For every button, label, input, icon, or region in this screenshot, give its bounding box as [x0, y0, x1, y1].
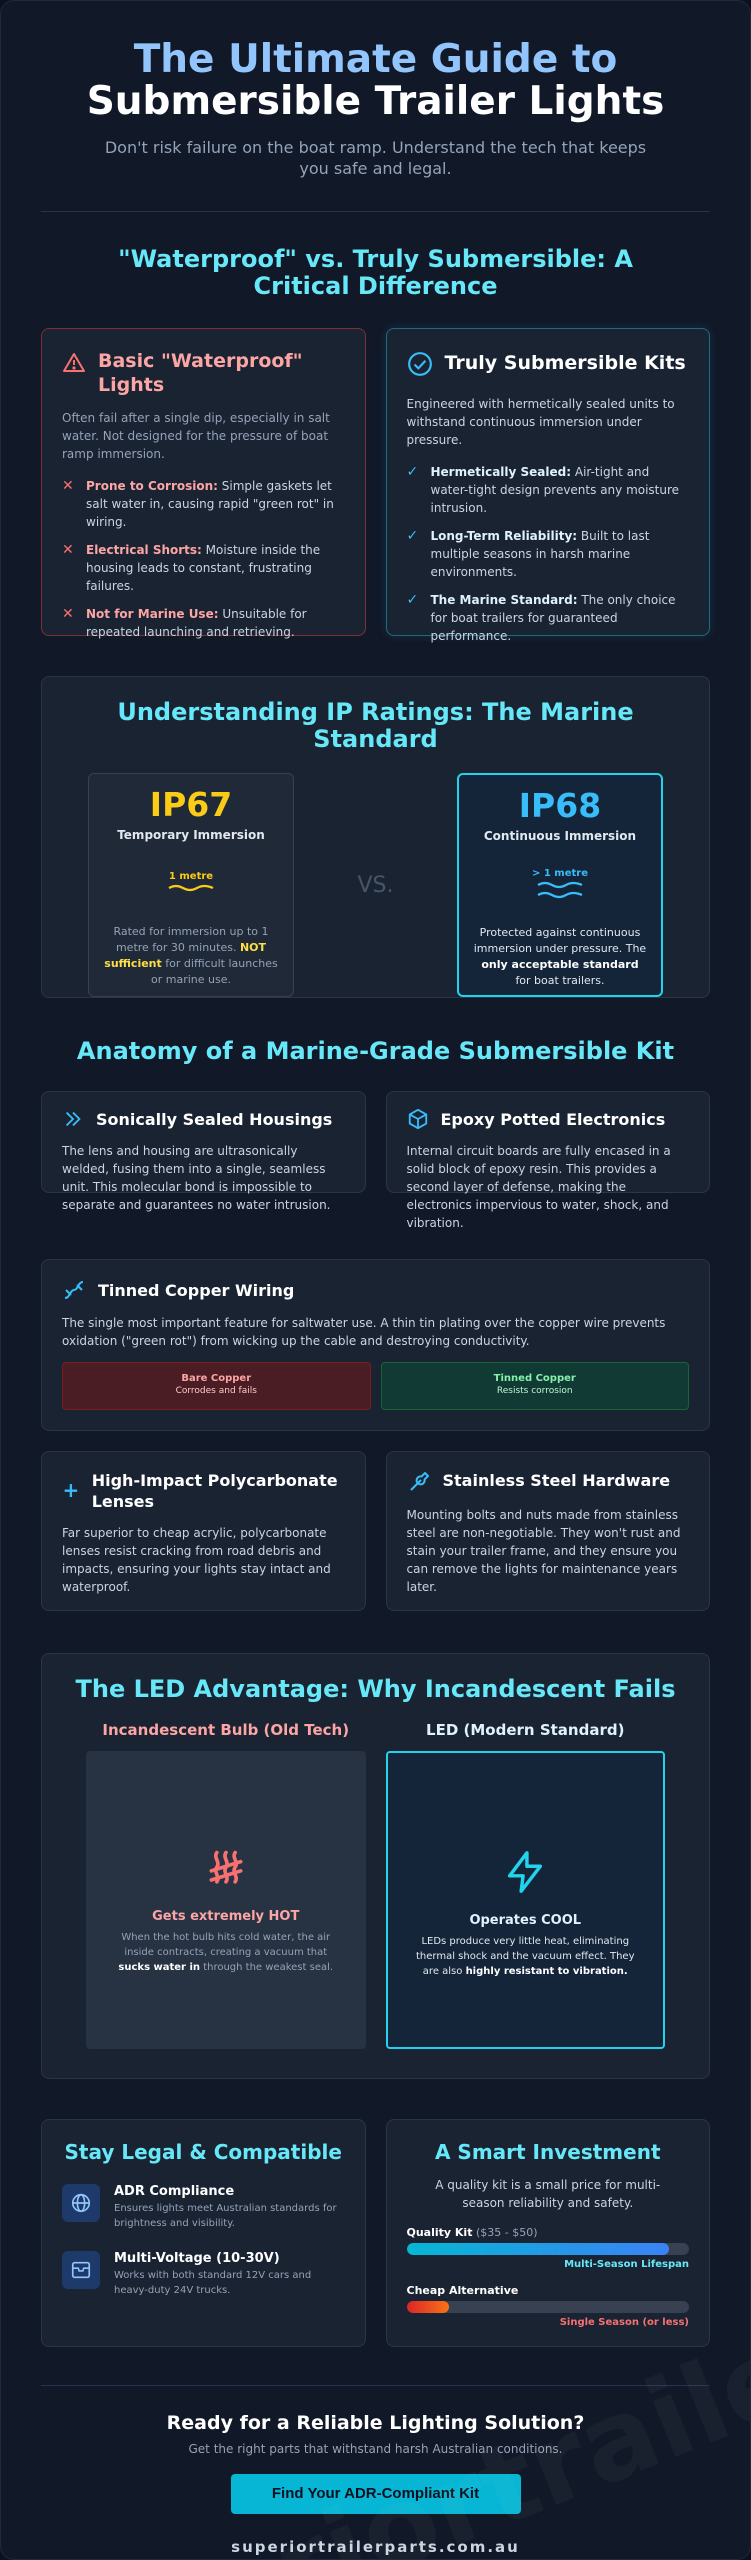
cheap-alt-label: Cheap Alternative	[406, 2284, 519, 2297]
x-icon: ✕	[62, 606, 74, 622]
ip68-code: IP68	[518, 786, 602, 825]
tinned-copper-title: Tinned Copper	[493, 1373, 576, 1384]
led-header: LED (Modern Standard)	[426, 1721, 625, 1739]
cta-subtitle: Get the right parts that withstand harsh Australian conditions.	[188, 2442, 563, 2456]
incandescent-box-title: Gets extremely HOT	[152, 1909, 300, 1924]
anatomy-section-title: Anatomy of a Marine-Grade Submersible Kit	[76, 1037, 675, 1065]
copper-card-text: The single most important feature for saltwater use. A thin tin plating over the copper wire prevents oxidation ("green rot") from wicking up the cable and destroying conductivity.	[62, 1316, 666, 1348]
voltage-box-icon	[62, 2251, 100, 2289]
quality-caption: Multi-Season Lifespan	[564, 2259, 689, 2270]
list-item	[62, 2184, 345, 2231]
tinned-copper-box	[381, 1362, 690, 1410]
x-icon: ✕	[62, 542, 74, 558]
quality-kit-label: Quality Kit ($35 - $50)	[406, 2226, 538, 2239]
led-box-title: Operates COOL	[469, 1913, 582, 1928]
heat-icon	[204, 1847, 248, 1891]
anatomy-row-3	[41, 1451, 710, 1611]
cta-title: Ready for a Reliable Lighting Solution?	[166, 2412, 585, 2434]
waterproof-comparison	[41, 328, 710, 643]
check-icon: ✓	[406, 464, 419, 480]
basic-card-intro: Often fail after a single dip, especially in salt water. Not designed for the pressure of boat ramp immersion.	[62, 411, 330, 461]
epoxy-card-text: Internal circuit boards are fully encased in a solid block of epoxy resin. This provides a second layer of defense, making the electronics impervious to water, shock, and vibration.	[406, 1144, 671, 1230]
stainless-hardware-card	[386, 1451, 711, 1611]
deep-water-icon	[473, 853, 647, 917]
epoxy-card	[386, 1091, 711, 1230]
ip67-description: Rated for immersion up to 1 metre for 30 minutes. NOT sufficient for difficult launches or marine use.	[104, 925, 278, 986]
check-icon: ✓	[406, 528, 419, 544]
cheap-bar-fill	[407, 2301, 449, 2313]
divider	[41, 211, 710, 212]
legal-card-title: Stay Legal & Compatible	[64, 2140, 342, 2164]
led-column	[386, 1721, 666, 2049]
led-section	[41, 1653, 710, 2079]
incandescent-box	[86, 1751, 366, 2049]
steel-card-text: Mounting bolts and nuts made from stainless steel are non-negotiable. They won't rust and stain your trailer frame, and they ensure you can remove the lights for maintenance years later.	[406, 1508, 681, 1594]
page-title	[1, 39, 750, 123]
ip67-subtitle: Temporary Immersion	[117, 828, 265, 842]
led-description: LEDs produce very little heat, eliminating thermal shock and the vacuum effect. They are also highly resistant to vibration.	[415, 1936, 635, 1977]
ip-ratings-section	[41, 676, 710, 998]
hero	[1, 1, 750, 179]
cheap-caption: Single Season (or less)	[559, 2317, 689, 2328]
ip-section-title: Understanding IP Ratings: The Marine Standard	[117, 698, 634, 753]
polycarbonate-card	[41, 1451, 366, 1611]
waterproof-section-title: "Waterproof" vs. Truly Submersible: A Critical Difference	[118, 245, 633, 300]
list-item: ✕ Not for Marine Use: Unsuitable for repeated launching and retrieving.	[62, 606, 307, 639]
site-domain: superiortrailerparts.com.au	[231, 2538, 520, 2556]
sonic-card-title: Sonically Sealed Housings	[62, 1108, 345, 1130]
submersible-card-intro: Engineered with hermetically sealed units to withstand continuous immersion under pressure.	[406, 397, 675, 447]
adr-title: ADR Compliance	[114, 2184, 235, 2199]
copper-card-title: Tinned Copper Wiring	[62, 1278, 689, 1302]
submersible-card-title: Truly Submersible Kits	[444, 352, 686, 374]
x-icon: ✕	[62, 478, 74, 494]
epoxy-card-title: Epoxy Potted Electronics	[407, 1108, 690, 1130]
basic-risk-list	[62, 477, 345, 641]
anatomy-row-1	[41, 1091, 710, 1230]
plus-icon: +	[62, 1478, 80, 1502]
cheap-lifespan-bar	[407, 2301, 690, 2313]
list-item: ✕ Electrical Shorts: Moisture inside the housing leads to constant, frustrating failures.	[62, 542, 321, 593]
wire-icon	[62, 1278, 86, 1302]
list-item: ✓ Hermetically Sealed: Air-tight and water-tight design prevents any moisture intrusion.	[406, 464, 680, 515]
lens-card-title: + High-Impact Polycarbonate Lenses	[62, 1471, 338, 1511]
warning-triangle-icon	[62, 351, 86, 375]
incandescent-header: Incandescent Bulb (Old Tech)	[102, 1721, 350, 1739]
copper-comparison	[62, 1362, 689, 1410]
bottom-row	[41, 2119, 710, 2347]
versus-label: VS.	[357, 872, 394, 898]
investment-card-title: A Smart Investment	[434, 2140, 661, 2164]
investment-card	[386, 2119, 711, 2347]
ip67-code: IP67	[149, 785, 233, 824]
title-line-1: The Ultimate Guide to	[133, 37, 618, 82]
adr-desc: Ensures lights meet Australian standards for brightness and visibility.	[114, 2203, 337, 2229]
led-box	[386, 1751, 666, 2049]
title-line-2: Submersible Trailer Lights	[86, 79, 665, 124]
sonic-housing-card	[41, 1091, 366, 1212]
legal-card	[41, 2119, 366, 2347]
ip67-card	[88, 773, 294, 997]
basic-card-title: Basic "Waterproof" Lights	[98, 350, 303, 396]
steel-card-title: Stainless Steel Hardware	[407, 1470, 690, 1494]
svg-text:> 1 metre: > 1 metre	[531, 868, 588, 879]
shallow-water-icon	[103, 852, 279, 916]
double-chevron-icon	[62, 1108, 84, 1130]
tinned-copper-card	[41, 1259, 710, 1431]
quality-lifespan-bar	[407, 2243, 690, 2255]
sonic-card-text: The lens and housing are ultrasonically welded, fusing them into a single, seamless unit. This molecular bond is impossible to separate and guarantees no water intrusion.	[62, 1144, 331, 1212]
quality-bar-fill	[407, 2243, 670, 2255]
led-section-title: The LED Advantage: Why Incandescent Fails	[75, 1675, 676, 1703]
bare-copper-title: Bare Copper	[181, 1373, 252, 1384]
lens-card-text: Far superior to cheap acrylic, polycarbonate lenses resist cracking from road debris and impacts, ensuring your lights stay intact and waterproof.	[62, 1526, 331, 1594]
ip68-subtitle: Continuous Immersion	[483, 829, 637, 843]
submersible-benefit-list	[407, 463, 690, 645]
basic-waterproof-card	[41, 328, 366, 639]
incandescent-column	[86, 1721, 366, 2049]
check-circle-icon	[407, 351, 433, 377]
investment-intro: A quality kit is a small price for multi-season reliability and safety.	[435, 2178, 661, 2210]
divider	[41, 2385, 710, 2386]
check-icon: ✓	[406, 592, 419, 608]
list-item: ✓ The Marine Standard: The only choice for boat trailers for guaranteed performance.	[406, 592, 676, 643]
lightning-bolt-icon	[502, 1849, 548, 1895]
voltage-desc: Works with both standard 12V cars and heavy-duty 24V trucks.	[114, 2270, 312, 2296]
tinned-copper-sub: Resists corrosion	[496, 1386, 573, 1396]
bare-copper-sub: Corrodes and fails	[175, 1386, 257, 1396]
voltage-title: Multi-Voltage (10-30V)	[114, 2251, 280, 2266]
find-kit-button[interactable]: Find Your ADR-Compliant Kit	[231, 2474, 521, 2514]
submersible-card	[386, 328, 711, 643]
ip68-description: Protected against continuous immersion under pressure. The only acceptable standard for boat trailers.	[473, 926, 647, 987]
list-item: ✓ Long-Term Reliability: Built to last multiple seasons in harsh marine environments.	[406, 528, 650, 579]
list-item: ✕ Prone to Corrosion: Simple gaskets let salt water in, causing rapid "green rot" in wiring.	[62, 478, 334, 529]
cube-icon	[407, 1108, 429, 1130]
incandescent-description: When the hot bulb hits cold water, the air inside contracts, creating a vacuum that sucks water in through the weakest seal.	[118, 1932, 334, 1973]
page-subtitle: Don't risk failure on the boat ramp. Understand the tech that keeps you safe and legal.	[104, 138, 647, 178]
globe-icon	[62, 2184, 100, 2222]
cta-section	[1, 2412, 750, 2514]
ip68-card	[457, 773, 663, 997]
wrench-icon	[407, 1470, 431, 1494]
bare-copper-box	[62, 1362, 371, 1410]
svg-text:1 metre: 1 metre	[168, 871, 214, 882]
list-item	[62, 2251, 345, 2298]
